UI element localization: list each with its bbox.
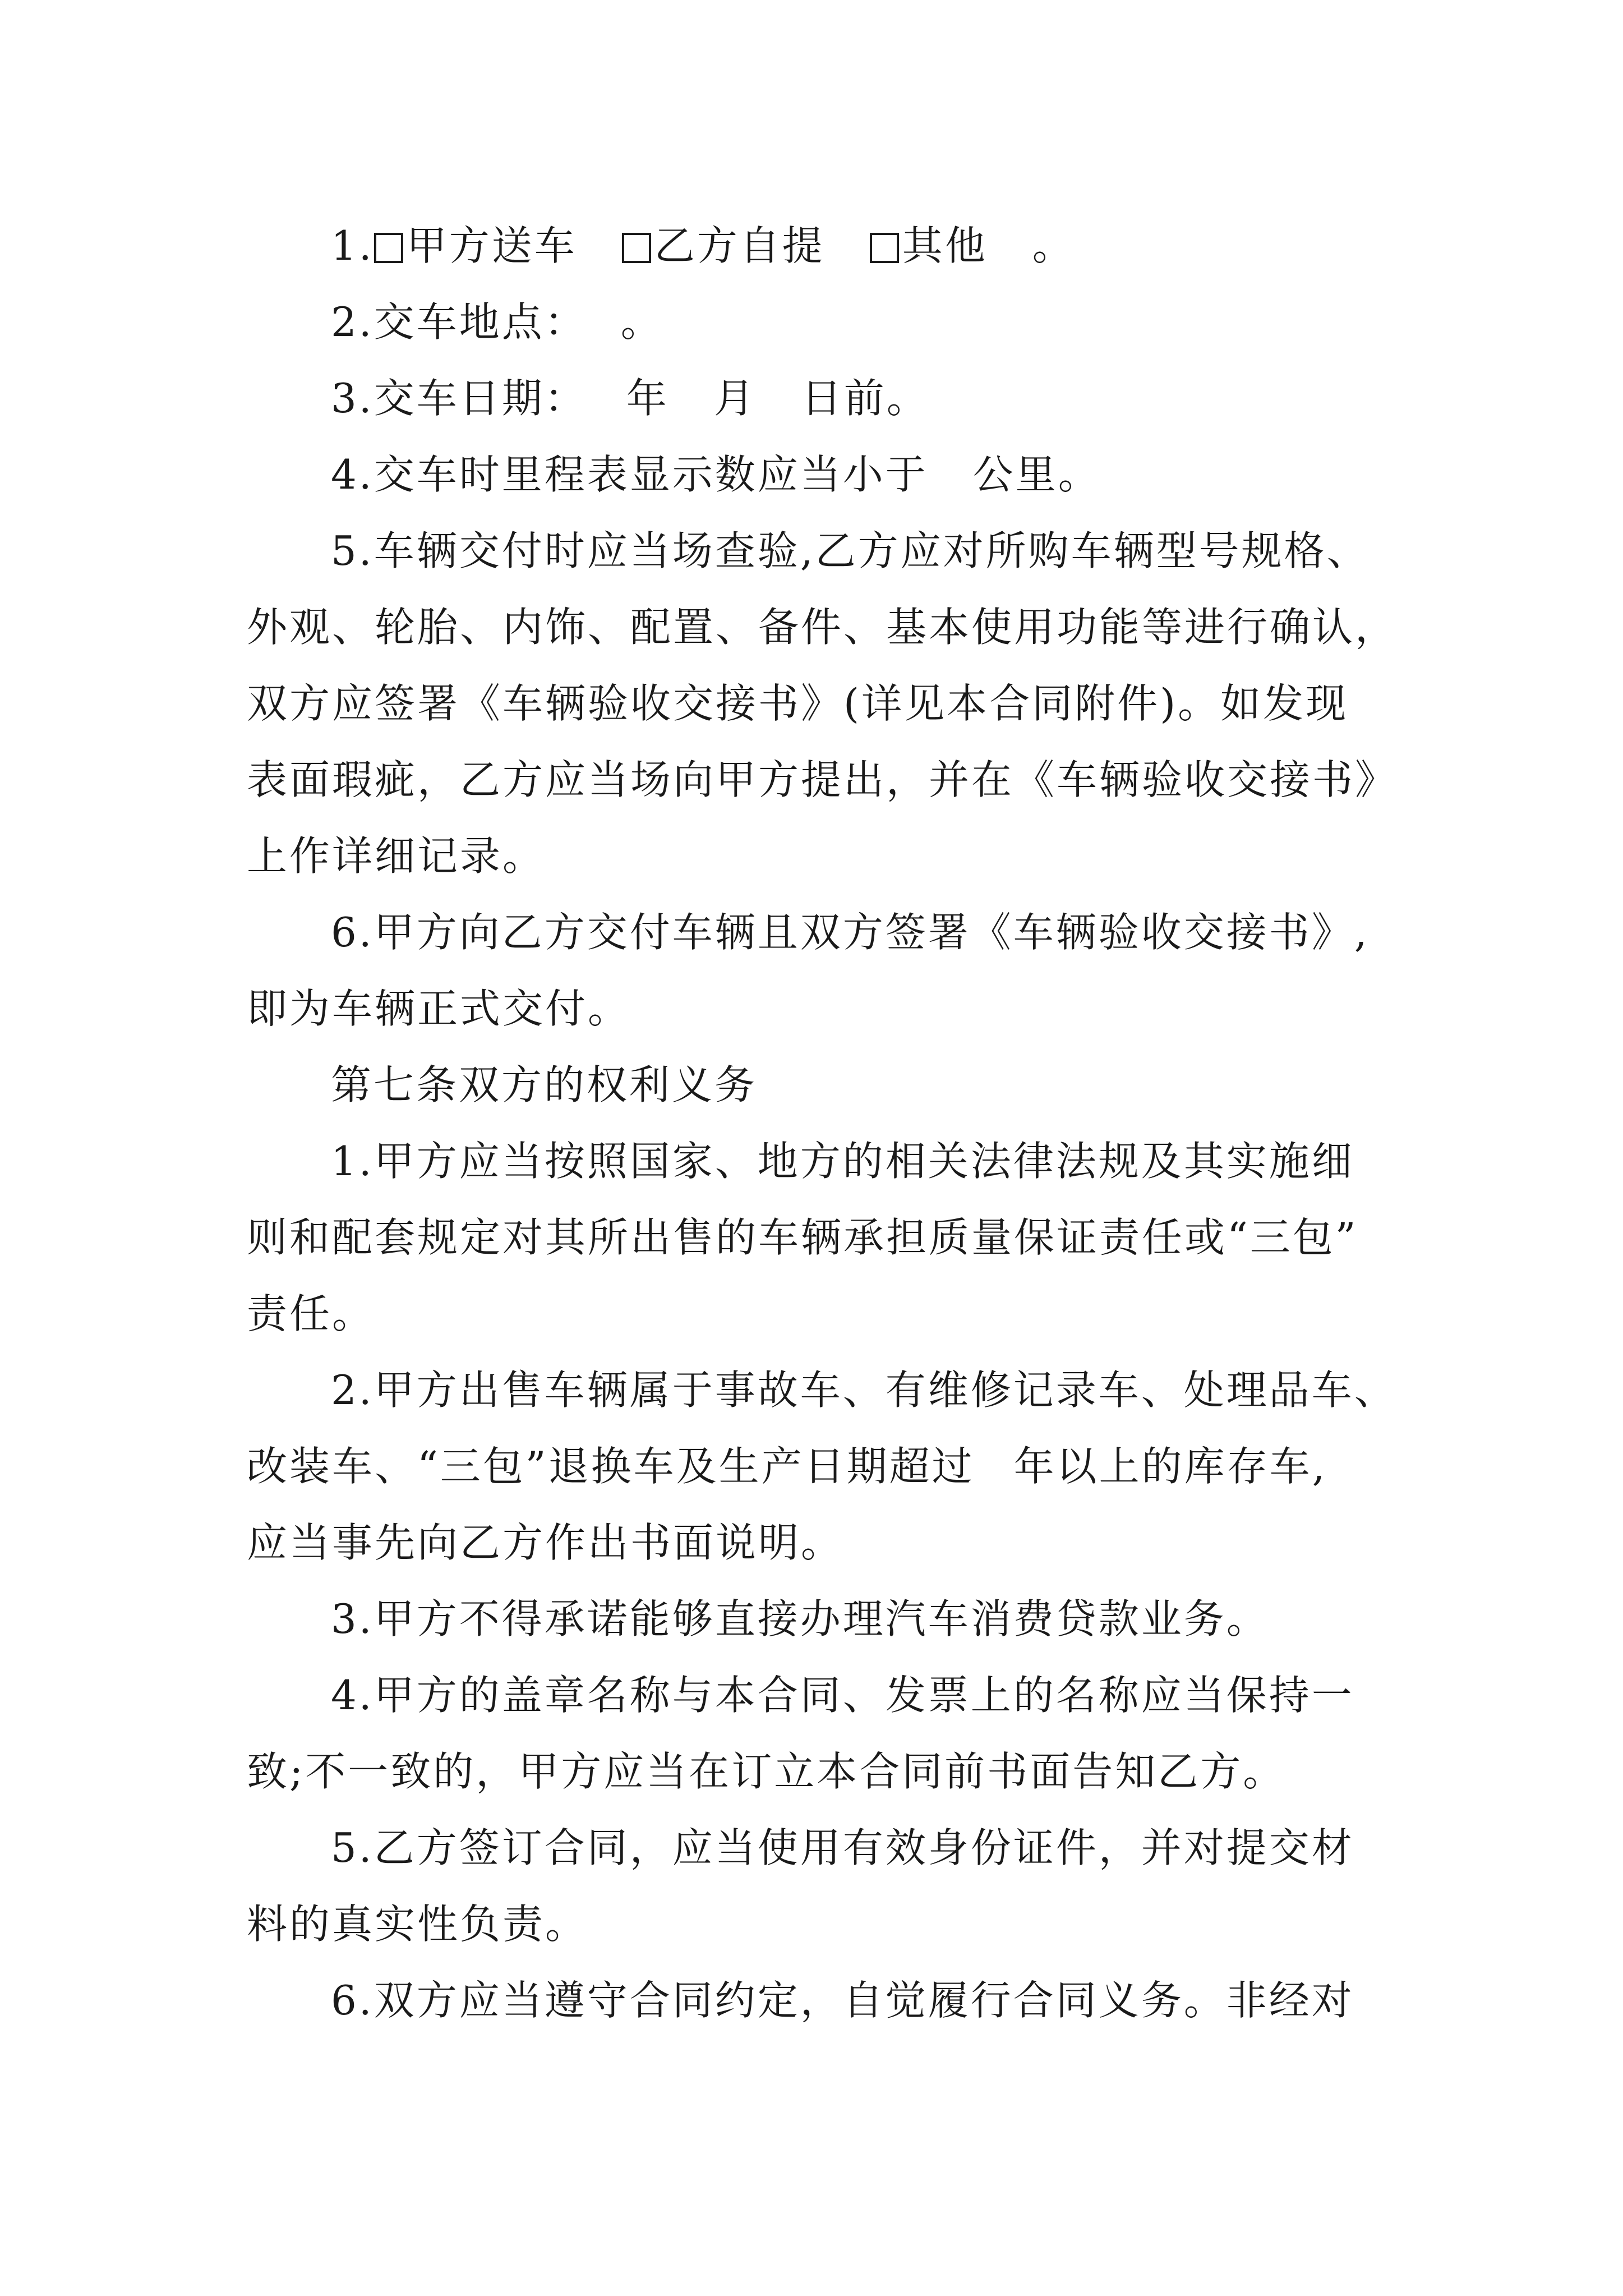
article-7-title: 第七条双方的权利义务 [331, 1061, 758, 1108]
document-body [247, 208, 1398, 2039]
line-end: 。 [620, 298, 663, 346]
month-label: 月 [713, 375, 757, 422]
text-segment: 改装车、“三包”退换车及生产日期超过 [247, 1443, 975, 1490]
paragraph-inspection [247, 513, 1398, 894]
text-line: 即为车辆正式交付。 [247, 985, 631, 1032]
paragraph-disclosure [247, 1352, 1397, 1581]
text-line: 则和配套规定对其所出售的车辆承担质量保证责任或“三包” [247, 1214, 1358, 1261]
checkbox-buyer-pickup[interactable] [622, 233, 651, 263]
paragraph-obligations: 6.双方应当遵守合同约定，自觉履行合同义务。非经对 [331, 1977, 1354, 2024]
paragraph-no-loan-promise: 3.甲方不得承诺能够直接办理汽车消费贷款业务。 [331, 1595, 1269, 1642]
text-line: 双方应签署《车辆验收交接书》(详见本合同附件)。如发现 [247, 680, 1349, 727]
text-segment: 年以上的库存车, [1013, 1443, 1327, 1490]
option-seller-delivery: 甲方送车 [406, 222, 577, 269]
text-line: 上作详细记录。 [247, 832, 546, 880]
paragraph-warranty [247, 1123, 1380, 1352]
delivery-location-line [247, 284, 1380, 360]
paragraph-buyer-id [247, 1810, 1380, 1962]
text-line: 致;不一致的，甲方应当在订立本合同前书面告知乙方。 [247, 1748, 1286, 1795]
mileage-line [247, 436, 1380, 513]
option-other: 其他 [902, 222, 988, 269]
text-line: 6.甲方向乙方交付车辆且双方签署《车辆验收交接书》, [331, 909, 1370, 956]
checkbox-seller-delivery[interactable] [374, 233, 403, 263]
text-line: 应当事先向乙方作出书面说明。 [247, 1519, 844, 1566]
text-line [247, 1428, 1380, 1504]
text-line: 料的真实性负责。 [247, 1901, 588, 1948]
mileage-unit: 公里。 [972, 451, 1101, 498]
text-line: 责任。 [247, 1290, 375, 1337]
paragraph-seal-name [247, 1657, 1380, 1810]
text-line: 表面瑕疵，乙方应当场向甲方提出，并在《车辆验收交接书》 [247, 756, 1398, 803]
item-number: 1. [331, 222, 374, 269]
day-label: 日前。 [801, 375, 929, 422]
line-end: 。 [1032, 222, 1075, 269]
delivery-date-line [247, 360, 1380, 436]
delivery-method-line [247, 208, 1380, 284]
checkbox-other[interactable] [870, 233, 899, 263]
text-line: 2.甲方出售车辆属于事故车、有维修记录车、处理品车、 [331, 1366, 1397, 1414]
text-line: 5.乙方签订合同，应当使用有效身份证件，并对提交材 [331, 1824, 1354, 1871]
text-line: 1.甲方应当按照国家、地方的相关法律法规及其实施细 [331, 1138, 1354, 1185]
delivery-date-label: 3.交车日期： [331, 375, 587, 422]
year-label: 年 [626, 375, 669, 422]
paragraph-formal-delivery [247, 894, 1380, 1047]
option-buyer-pickup: 乙方自提 [654, 222, 825, 269]
delivery-location-label: 2.交车地点： [331, 298, 587, 346]
text-line: 外观、轮胎、内饰、配置、备件、基本使用功能等进行确认， [247, 604, 1398, 651]
mileage-text: 4.交车时里程表显示数应当小于 [331, 451, 928, 498]
text-line: 4.甲方的盖章名称与本合同、发票上的名称应当保持一 [331, 1672, 1354, 1719]
text-line: 5.车辆交付时应当场查验,乙方应对所购车辆型号规格、 [331, 527, 1370, 574]
